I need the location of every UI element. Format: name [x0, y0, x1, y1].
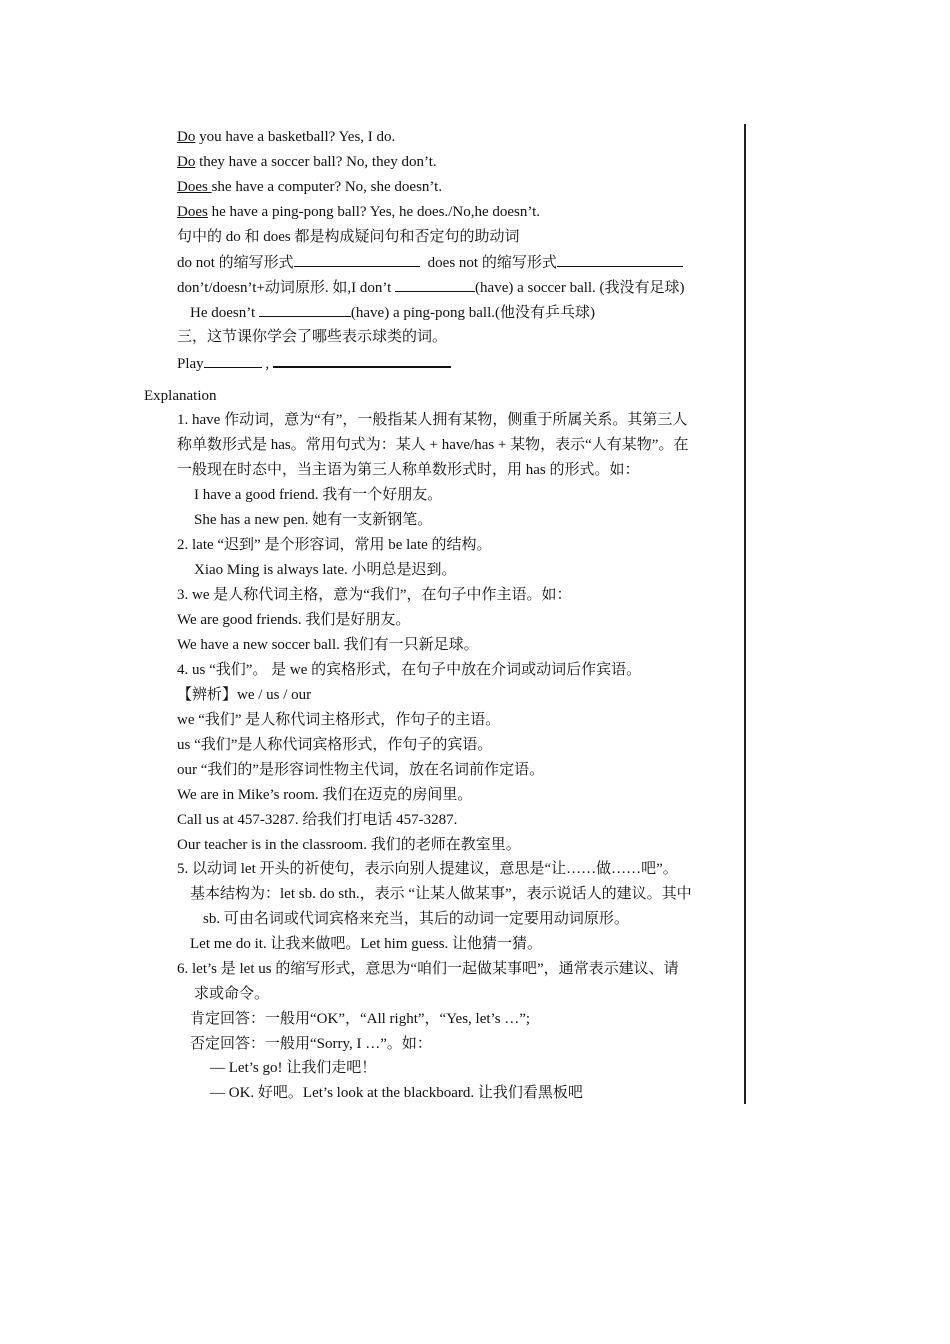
explanation-1-example-1: I have a good friend. 我有一个好朋友。	[194, 487, 443, 503]
explanation-4-example-2: Call us at 457-3287. 给我们打电话 457-3287.	[177, 812, 458, 828]
explanation-6-line-1: 6. let’s 是 let us 的缩写形式，意思为“咱们一起做某事吧”，通常表示建议、请	[177, 961, 679, 977]
explanation-4-our: our “我们的”是形容词性物主代词，放在名词前作定语。	[177, 762, 545, 778]
explanation-heading: Explanation	[144, 388, 217, 404]
explanation-1-line-1: 1. have 作动词，意为“有”，一般指某人拥有某物，侧重于所属关系。其第三人	[177, 412, 688, 428]
explanation-1-line-3: 一般现在时态中，当主语为第三人称单数形式时，用 has 的形式。如：	[177, 462, 640, 478]
fill-blank-play-1[interactable]	[204, 353, 262, 368]
explanation-6-dialog-2: — OK. 好吧。Let’s look at the blackboard. 让我们看黑板吧	[210, 1085, 583, 1101]
explanation-6-line-2: 求或命令。	[194, 986, 270, 1002]
question-4: Does he have a ping-pong ball? Yes, he does./No,he doesn’t.	[177, 204, 540, 220]
negative-rule: don’t/doesn’t+动词原形. 如,I don’t (have) a soccer ball. (我没有足球)	[177, 277, 685, 297]
explanation-1-example-2: She has a new pen. 她有一支新钢笔。	[194, 512, 433, 528]
aux-does: Does	[177, 179, 212, 195]
explanation-5-line-3: sb. 可由名词或代词宾格来充当，其后的动词一定要用动词原形。	[203, 911, 629, 927]
explanation-4-us: us “我们”是人称代词宾格形式，作句子的宾语。	[177, 737, 493, 753]
aux-do: Do	[177, 154, 196, 170]
explanation-2: 2. late “迟到” 是个形容词，常用 be late 的结构。	[177, 537, 492, 553]
explanation-5-example: Let me do it. 让我来做吧。Let him guess. 让他猜一猜。	[190, 936, 543, 952]
explanation-1-line-2: 称单数形式是 has。常用句式为：某人 + have/has + 某物，表示“人有某物”。在	[177, 437, 689, 453]
explanation-4-analysis: 【辨析】we / us / our	[177, 687, 312, 703]
aux-do: Do	[177, 129, 196, 145]
explanation-5-line-1: 5. 以动词 let 开头的祈使句，表示向别人提建议，意思是“让……做……吧”。	[177, 861, 678, 877]
fill-blank-doesnt[interactable]	[557, 252, 683, 267]
explanation-6-dialog-1: — Let’s go! 让我们走吧！	[210, 1060, 377, 1076]
aux-does: Does	[177, 204, 208, 220]
fill-blank-play-2[interactable]	[273, 352, 451, 368]
fill-blank-have-1[interactable]	[395, 277, 475, 292]
explanation-4: 4. us “我们”。 是 we 的宾格形式，在句子中放在介词或动词后作宾语。	[177, 662, 642, 678]
explanation-4-example-1: We are in Mike’s room. 我们在迈克的房间里。	[177, 787, 473, 803]
question-3: Does she have a computer? No, she doesn’t.	[177, 179, 443, 195]
explanation-3: 3. we 是人称代词主格，意为“我们”，在句子中作主语。如：	[177, 587, 572, 603]
explanation-4-example-3: Our teacher is in the classroom. 我们的老师在教室里。	[177, 837, 521, 853]
question-2: Do they have a soccer ball? No, they don’t.	[177, 154, 437, 170]
question-1: Do you have a basketball? Yes, I do.	[177, 129, 396, 145]
right-margin-rule	[744, 124, 746, 1104]
fill-blank-have-2[interactable]	[259, 302, 351, 317]
explanation-6-positive: 肯定回答：一般用“OK”，“All right”，“Yes, let’s …”;	[190, 1011, 531, 1027]
explanation-5-line-2: 基本结构为：let sb. do sth.，表示 “让某人做某事”，表示说话人的建议。其中	[190, 886, 692, 902]
explanation-4-we: we “我们” 是人称代词主格形式，作句子的主语。	[177, 712, 501, 728]
section-three-heading: 三，这节课你学会了哪些表示球类的词。	[177, 329, 448, 345]
explanation-3-example-1: We are good friends. 我们是好朋友。	[177, 612, 411, 628]
play-exercise: Play ,	[177, 352, 451, 372]
aux-verb-note: 句中的 do 和 does 都是构成疑问句和否定句的助动词	[177, 229, 520, 245]
short-form-exercise: do not 的缩写形式 does not 的缩写形式	[177, 252, 683, 272]
explanation-3-example-2: We have a new soccer ball. 我们有一只新足球。	[177, 637, 479, 653]
explanation-6-negative: 否定回答：一般用“Sorry, I …”。如：	[190, 1036, 432, 1052]
explanation-2-example: Xiao Ming is always late. 小明总是迟到。	[194, 562, 457, 578]
negative-example: He doesn’t (have) a ping-pong ball.(他没有乒乓球)	[190, 302, 595, 322]
fill-blank-dont[interactable]	[294, 252, 420, 267]
